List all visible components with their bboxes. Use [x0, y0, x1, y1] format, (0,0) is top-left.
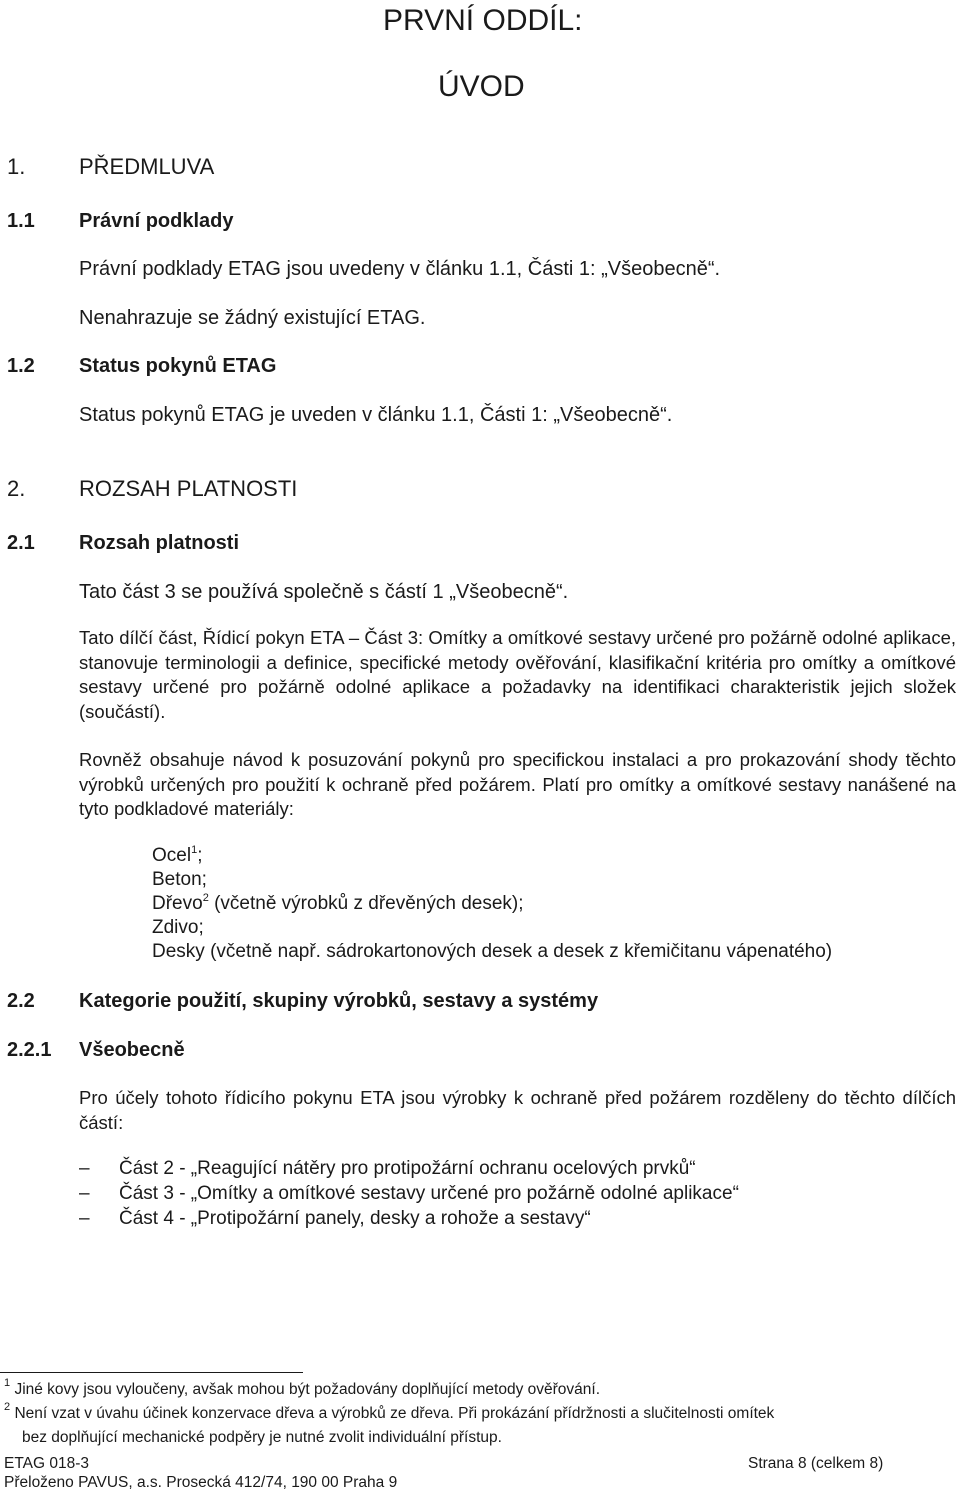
- footnote-text: Jiné kovy jsou vyloučeny, avšak mohou být požadovány doplňující metody ověřování.: [14, 1381, 601, 1398]
- footnote-divider: [0, 1372, 303, 1373]
- subsection-title: Všeobecně: [79, 1039, 185, 1061]
- list-item: Část 4 - „Protipožární panely, desky a rohože a sestavy“: [119, 1208, 591, 1229]
- footnote: [4, 1401, 775, 1423]
- paragraph: Tato část 3 se používá společně s částí 1 „Všeobecně“.: [79, 581, 569, 603]
- footer-doc-id: ETAG 018-3: [4, 1455, 90, 1472]
- section-title: Právní podklady: [79, 210, 234, 232]
- chapter-title: PŘEDMLUVA: [79, 154, 215, 179]
- section-number: 1.1: [7, 210, 35, 232]
- section-number: 1.2: [7, 355, 35, 377]
- page-title: ÚVOD: [438, 70, 525, 103]
- list-item: Část 3 - „Omítky a omítkové sestavy určené pro požárně odolné aplikace“: [119, 1183, 739, 1204]
- paragraph: Pro účely tohoto řídicího pokynu ETA jsou výrobky k ochraně před požárem rozděleny do těchto dílčích částí:: [79, 1087, 956, 1133]
- section-number: 2.1: [7, 532, 35, 554]
- footer-translator: Přeloženo PAVUS, a.s. Prosecká 412/74, 190 00 Praha 9: [4, 1474, 398, 1491]
- materials-list: [152, 844, 832, 964]
- section-title: Status pokynů ETAG: [79, 355, 277, 377]
- section-title: Kategorie použití, skupiny výrobků, sestavy a systémy: [79, 990, 599, 1012]
- footnote-continuation: bez doplňující mechanické podpěry je nutné zvolit individuální přístup.: [22, 1429, 502, 1446]
- scope-paragraph: Rovněž obsahuje návod k posuzování pokynů pro specifickou instalaci a pro prokazování shody těchto výrobků určených pro použití k ochraně před požárem. Platí pro omítky a omítkové sestavy nanášené na tyto podkladové materiály:: [79, 749, 956, 819]
- list-item: Zdivo;: [152, 917, 204, 938]
- paragraph: Status pokynů ETAG je uveden v článku 1.1, Části 1: „Všeobecně“.: [79, 404, 673, 426]
- footnote-number: 1: [4, 1377, 11, 1389]
- list-item: Desky (včetně např. sádrokartonových desek a desek z křemičitanu vápenatého): [152, 941, 833, 962]
- chapter-number: 2.: [7, 476, 26, 501]
- subsection-number: 2.2.1: [7, 1039, 52, 1061]
- dash-bullet: –: [79, 1208, 90, 1229]
- list-item: Beton;: [152, 869, 207, 890]
- footer-page-number: Strana 8 (celkem 8): [748, 1455, 884, 1472]
- chapter-number: 1.: [7, 154, 26, 179]
- paragraph: Právní podklady ETAG jsou uvedeny v článku 1.1, Části 1: „Všeobecně“.: [79, 258, 721, 280]
- footnote: [4, 1377, 601, 1399]
- dash-bullet: –: [79, 1158, 90, 1179]
- section-title: PRVNÍ ODDÍL:: [383, 4, 583, 37]
- section-title: Rozsah platnosti: [79, 532, 240, 554]
- paragraph: Nenahrazuje se žádný existující ETAG.: [79, 307, 426, 329]
- footnote-ref: 1: [191, 844, 198, 856]
- footnote-ref: 2: [202, 892, 209, 904]
- footnote-number: 2: [4, 1401, 11, 1413]
- dash-bullet: –: [79, 1183, 90, 1204]
- scope-paragraph: Tato dílčí část, Řídicí pokyn ETA – Část 3: Omítky a omítkové sestavy určené pro požárně odolné aplikace, stanovuje terminologii a definice, specifické metody ověřování, klasifikační kritéria pro omítky a omítkové sestavy určené pro požárně odolné aplikace a požadavky na identifikaci charakteristik jejich složek (součástí).: [79, 627, 956, 722]
- list-item: Dřevo$^2$ (včetně výrobků z dřevěných desek);: [152, 892, 524, 914]
- section-number: 2.2: [7, 990, 35, 1012]
- list-item: Ocel$^1$;: [152, 844, 203, 866]
- chapter-title: ROZSAH PLATNOSTI: [79, 476, 298, 501]
- list-item: Část 2 - „Reagující nátěry pro protipožární ochranu ocelových prvků“: [119, 1158, 696, 1179]
- footnote-text: Není vzat v úvahu účinek konzervace dřeva a výrobků ze dřeva. Při prokázání přídržnosti a slučitelnosti omítek: [14, 1405, 775, 1422]
